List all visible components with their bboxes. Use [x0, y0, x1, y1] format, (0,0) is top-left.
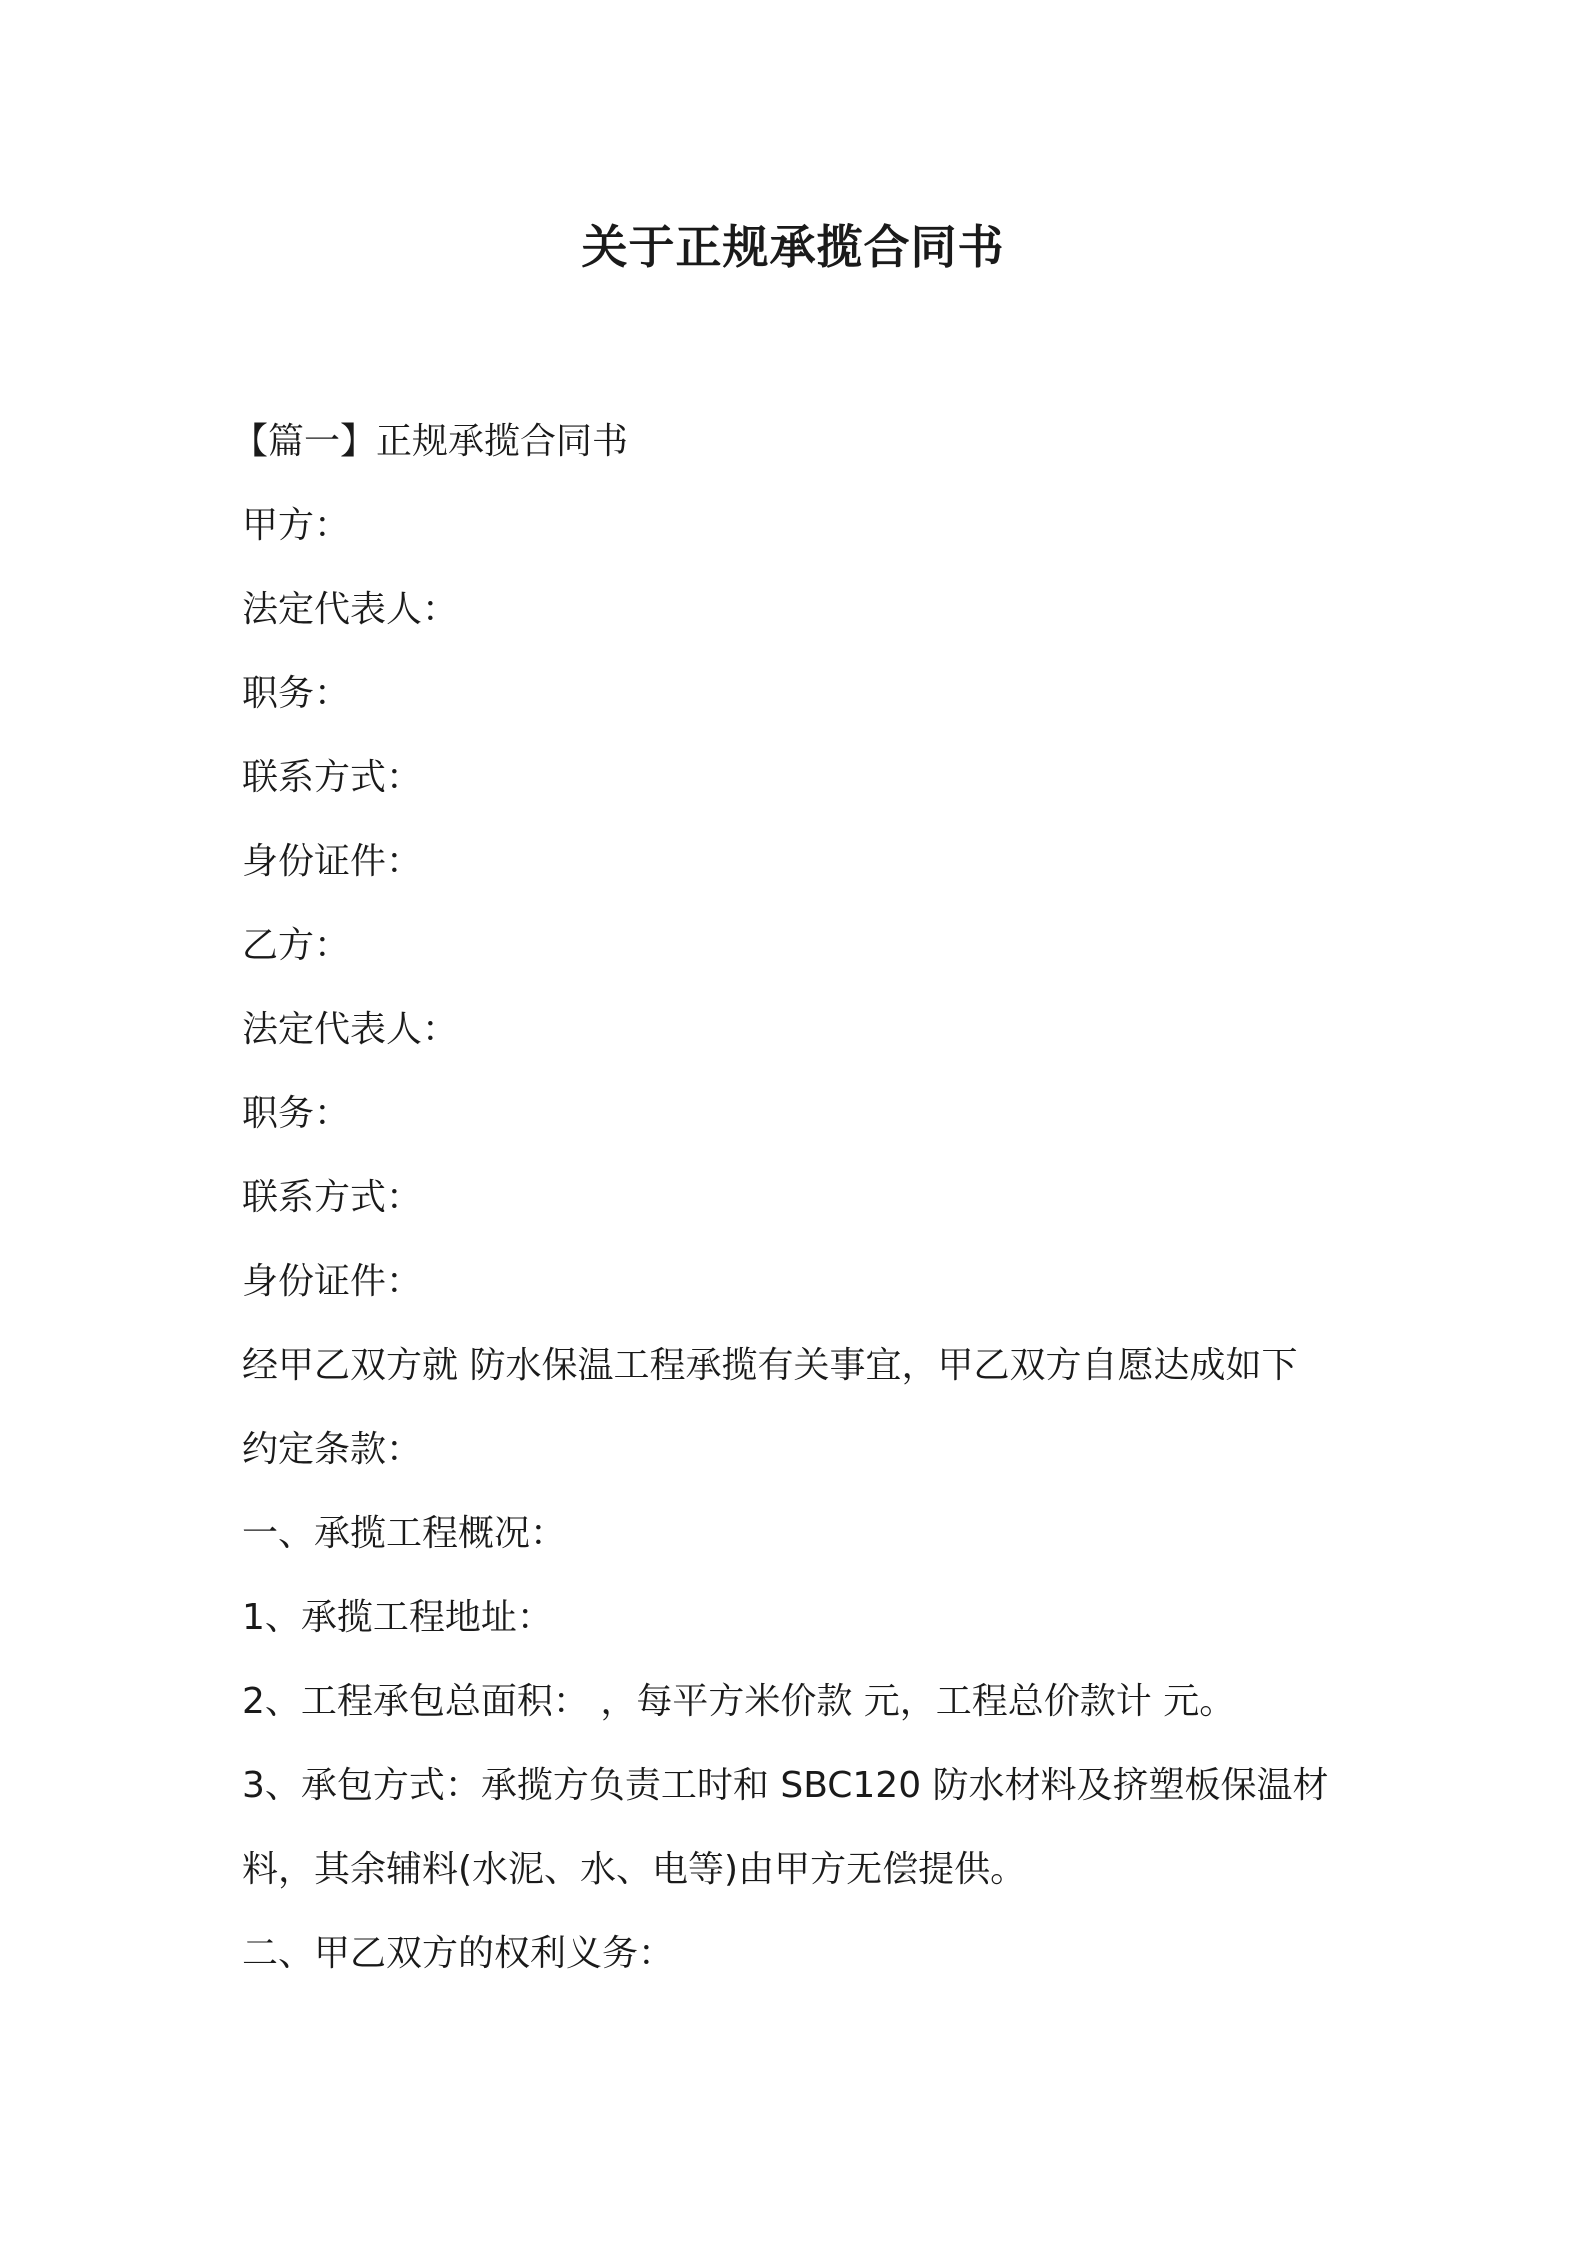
clause-item: 2、工程承包总面积： ，每平方米价款 元，工程总价款计 元。 — [242, 1681, 1236, 1722]
section-heading: 【篇一】正规承揽合同书 — [232, 421, 629, 462]
document-body — [232, 400, 1382, 1996]
clause-heading: 二、甲乙双方的权利义务： — [242, 1933, 675, 1974]
document-title: 关于正规承揽合同书 — [581, 220, 1005, 274]
clause-item: 3、承包方式：承揽方负责工时和 SBC120 防水材料及挤塑板保温材 — [242, 1765, 1329, 1806]
party-a-legal-rep-label: 法定代表人： — [242, 589, 459, 630]
party-b-position-label: 职务： — [242, 1093, 351, 1134]
agreement-intro-line: 约定条款： — [242, 1429, 423, 1470]
party-b-id-label: 身份证件： — [242, 1261, 423, 1302]
party-a-position-label: 职务： — [242, 673, 351, 714]
party-a-id-label: 身份证件： — [242, 841, 423, 882]
party-b-contact-label: 联系方式： — [242, 1177, 423, 1218]
party-b-legal-rep-label: 法定代表人： — [242, 1009, 459, 1050]
clause-item: 1、承揽工程地址： — [242, 1597, 553, 1638]
party-a-contact-label: 联系方式： — [242, 757, 423, 798]
clause-item-continued: 料，其余辅料(水泥、水、电等)由甲方无偿提供。 — [242, 1849, 1027, 1890]
agreement-intro-line: 经甲乙双方就 防水保温工程承揽有关事宜，甲乙双方自愿达成如下 — [242, 1345, 1298, 1386]
party-b-label: 乙方： — [242, 925, 351, 966]
party-a-label: 甲方： — [242, 505, 351, 546]
clause-heading: 一、承揽工程概况： — [242, 1513, 567, 1554]
